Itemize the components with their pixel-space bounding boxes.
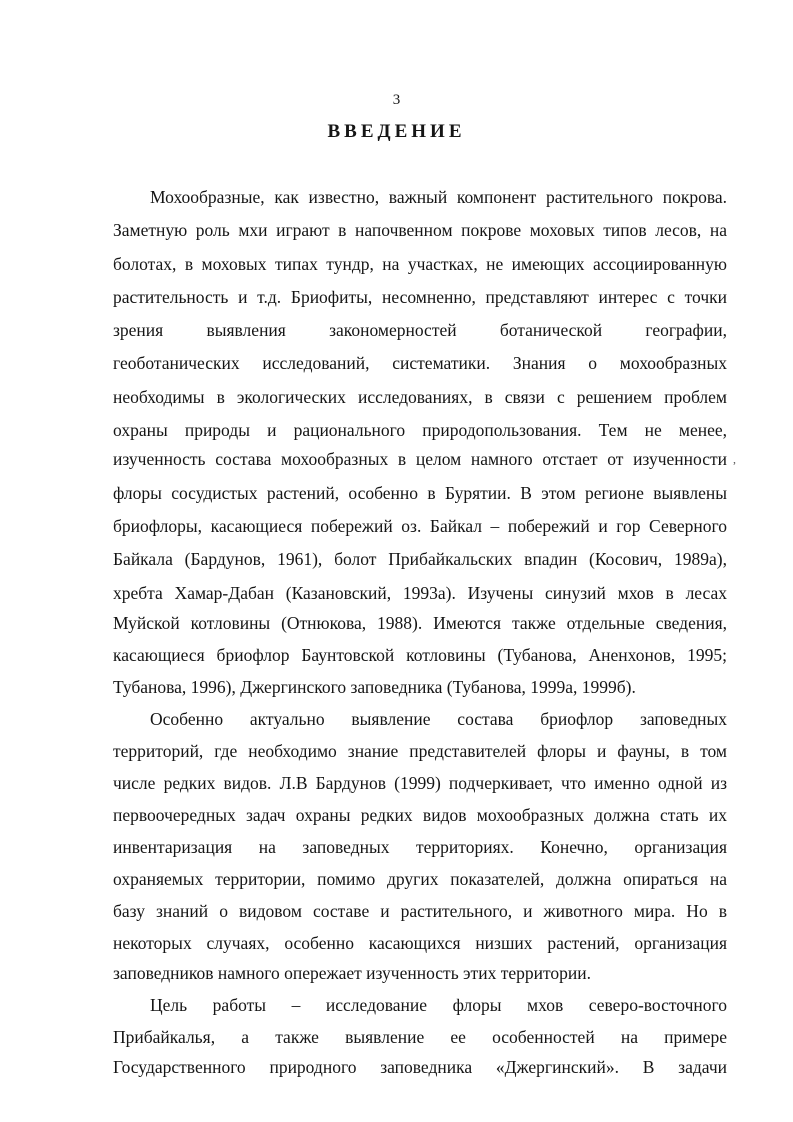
- text-line: Прибайкалья, а также выявление ее особенностей на примере: [113, 1027, 727, 1047]
- text-line: числе редких видов. Л.В Бардунов (1999) подчеркивает, что именно одной из: [113, 773, 727, 793]
- text-line: базу знаний о видовом составе и растительного, и животного мира. Но в: [113, 901, 727, 921]
- text-line: хребта Хамар-Дабан (Казановский, 1993а). Изучены синузий мхов в лесах: [113, 583, 727, 603]
- text-line: охраны природы и рационального природопользования. Тем не менее,: [113, 420, 727, 440]
- text-line: некоторых случаях, особенно касающихся низших растений, организация: [113, 933, 727, 953]
- text-line: Заметную роль мхи играют в напочвенном покрове моховых типов лесов, на: [113, 220, 727, 240]
- scan-mark: ,: [733, 452, 736, 466]
- text-line: Государственного природного заповедника «Джергинский». В задачи: [113, 1057, 727, 1077]
- text-line: флоры сосудистых растений, особенно в Бурятии. В этом регионе выявлены: [113, 483, 727, 503]
- text-line: заповедников намного опережает изученность этих территории.: [113, 963, 592, 983]
- page-number: 3: [392, 92, 401, 108]
- text-line: геоботанических исследований, систематики. Знания о мохообразных: [113, 353, 727, 373]
- text-line: необходимы в экологических исследованиях, в связи с решением проблем: [113, 387, 727, 407]
- text-line: растительность и т.д. Бриофиты, несомненно, представляют интерес с точки: [113, 287, 727, 307]
- text-line: зрения выявления закономерностей ботанической географии,: [113, 320, 727, 340]
- text-line: инвентаризация на заповедных территориях. Конечно, организация: [113, 837, 727, 857]
- text-line: Мохообразные, как известно, важный компонент растительного покрова.: [150, 187, 727, 207]
- text-line: касающиеся бриофлор Баунтовской котловины (Тубанова, Аненхонов, 1995;: [113, 645, 727, 665]
- text-line: Байкала (Бардунов, 1961), болот Прибайкальских впадин (Косович, 1989а),: [113, 549, 727, 569]
- text-line: Муйской котловины (Отнюкова, 1988). Имеются также отдельные сведения,: [113, 613, 727, 633]
- text-line: бриофлоры, касающиеся побережий оз. Байкал – побережий и гор Северного: [113, 516, 727, 536]
- text-line: Тубанова, 1996), Джергинского заповедника (Тубанова, 1999а, 1999б).: [113, 677, 636, 697]
- page-title: ВВЕДЕНИЕ: [327, 121, 466, 142]
- text-line: территорий, где необходимо знание представителей флоры и фауны, в том: [113, 741, 727, 761]
- text-line: Особенно актуально выявление состава бриофлор заповедных: [150, 709, 727, 729]
- text-line: болотах, в моховых типах тундр, на участках, не имеющих ассоциированную: [113, 254, 727, 274]
- text-line: Цель работы – исследование флоры мхов северо-восточного: [150, 995, 727, 1015]
- text-line: охраняемых территории, помимо других показателей, должна опираться на: [113, 869, 727, 889]
- text-line: первоочередных задач охраны редких видов мохообразных должна стать их: [113, 805, 727, 825]
- text-line: изученность состава мохообразных в целом намного отстает от изученности: [113, 449, 727, 469]
